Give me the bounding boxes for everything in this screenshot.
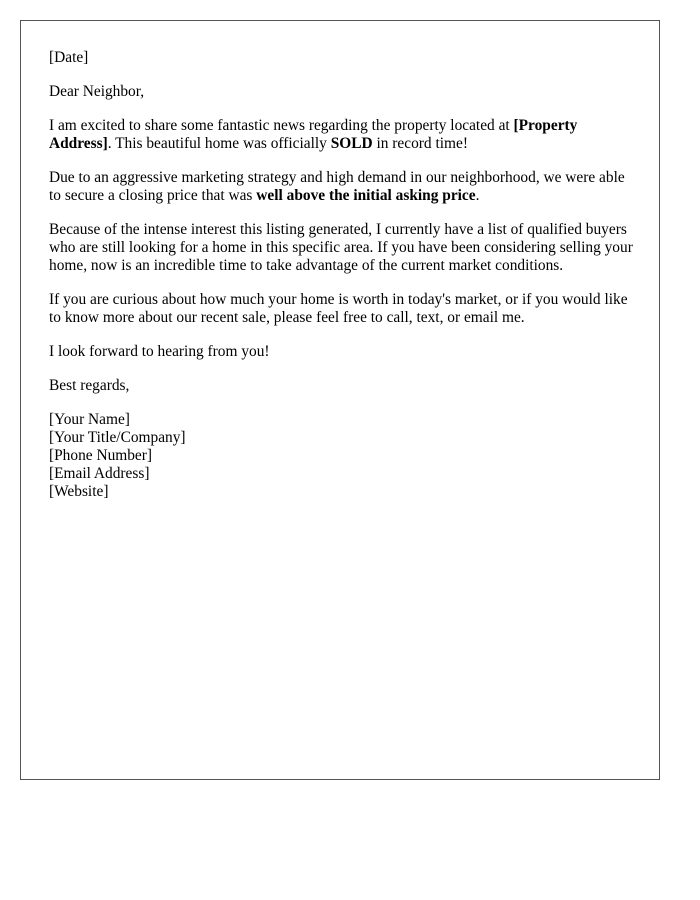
- p1-text-b: . This beautiful home was officially: [107, 135, 331, 152]
- letter-body: [49, 49, 634, 517]
- price-emphasis: well above the initial asking price: [256, 187, 476, 204]
- letter-date: [Date]: [49, 49, 89, 66]
- letter-page: [20, 20, 660, 780]
- signature-name: [Your Name]: [49, 411, 130, 428]
- signature-email: [Email Address]: [49, 465, 150, 482]
- sold-emphasis: SOLD: [330, 135, 373, 152]
- p2-text-b: .: [475, 187, 480, 204]
- paragraph-sold-announcement: [49, 117, 634, 153]
- letter-closing: Best regards,: [49, 377, 130, 394]
- signature-website: [Website]: [49, 483, 109, 500]
- signature-phone: [Phone Number]: [49, 447, 153, 464]
- signature-title: [Your Title/Company]: [49, 429, 186, 446]
- p2-text-a: Due to an aggressive marketing strategy and high demand in our neighborhood, we were able to secure a closing price that was: [49, 169, 625, 204]
- letter-salutation: Dear Neighbor,: [49, 83, 145, 100]
- property-address-placeholder: [Property Address]: [49, 117, 578, 152]
- paragraph-look-forward: I look forward to hearing from you!: [49, 343, 270, 360]
- paragraph-qualified-buyers: Because of the intense interest this listing generated, I currently have a list of qualified buyers who are still looking for a home in this specific area. If you have been considering selling your home, now is an incredible time to take advantage of the current market conditions.: [49, 221, 633, 274]
- p1-text-c: in record time!: [372, 135, 468, 152]
- p1-text-a: I am excited to share some fantastic news regarding the property located at: [49, 117, 514, 134]
- paragraph-closing-price: [49, 169, 634, 205]
- paragraph-home-value: If you are curious about how much your home is worth in today's market, or if you would like to know more about our recent sale, please feel free to call, text, or email me.: [49, 291, 628, 326]
- signature-block: [49, 411, 634, 501]
